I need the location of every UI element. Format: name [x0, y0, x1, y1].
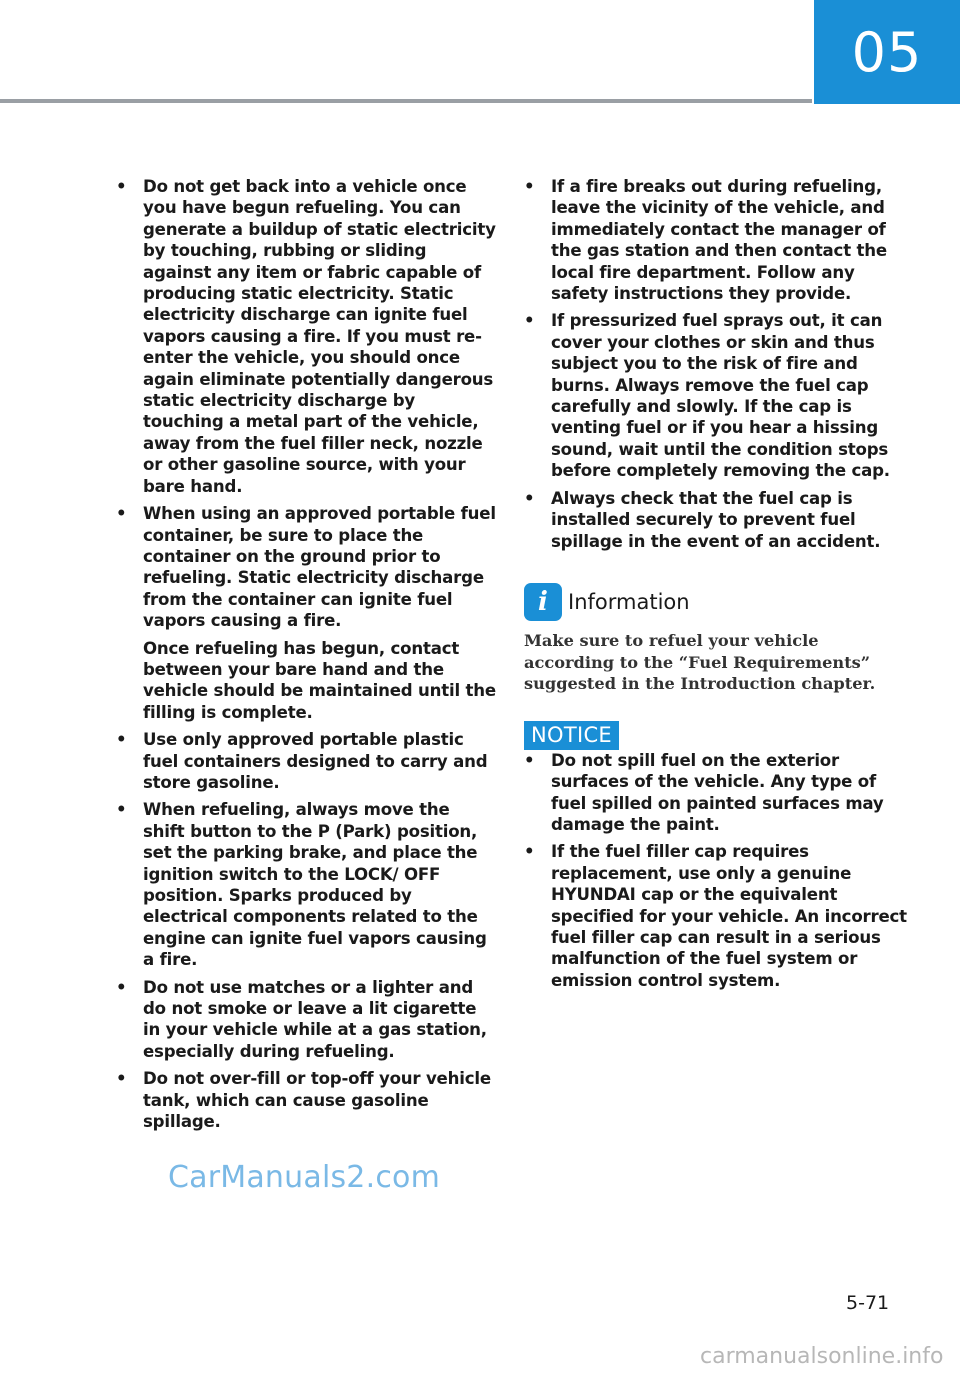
- information-title: Information: [568, 589, 690, 614]
- bullet-glyph: •: [116, 504, 127, 524]
- notice-label: NOTICE: [524, 721, 619, 750]
- list-item: [116, 729, 496, 793]
- warning-list: [116, 176, 496, 1132]
- list-item: [116, 503, 496, 723]
- list-item-text: Do not use matches or a lighter and do not smoke or leave a lit cigarette in your vehicle while at a gas station, especially during refueling.: [143, 977, 487, 1061]
- bullet-glyph: •: [116, 977, 127, 997]
- list-item-text: If the fuel filler cap requires replacement, use only a genuine HYUNDAI cap or the equivalent specified for your vehicle. An incorrect fuel filler cap can result in a serious malfunction of the fuel system or emission control system.: [551, 842, 907, 990]
- list-item-text: Always check that the fuel cap is installed securely to prevent fuel spillage in the event of an accident.: [551, 488, 881, 551]
- list-item: [116, 977, 496, 1063]
- bullet-glyph: •: [524, 842, 535, 862]
- information-body: Make sure to refuel your vehicle according to the “Fuel Requirements” suggested in the Introduction chapter.: [524, 630, 876, 694]
- bullet-glyph: •: [524, 311, 535, 331]
- right-column: [524, 176, 914, 997]
- list-item-text: Once refueling has begun, contact between your bare hand and the vehicle should be maintained until the filling is complete.: [143, 638, 496, 722]
- list-item-text: Use only approved portable plastic fuel containers designed to carry and store gasoline.: [143, 730, 488, 792]
- list-item-text: Do not get back into a vehicle once you have begun refueling. You can generate a buildup of static electricity by touching, rubbing or sliding against any item or fabric capable of producing static electricity. Static electricity discharge can ignite fuel vapors causing a fire. If you must re-enter the vehicle, you should once again eliminate potentially dangerous static electricity discharge by touching a metal part of the vehicle, away from the fuel filler neck, nozzle or other gasoline source, with your bare hand.: [143, 177, 496, 496]
- bullet-glyph: •: [116, 177, 127, 196]
- list-item: [524, 488, 914, 552]
- list-item: [116, 799, 496, 970]
- list-item-text: If pressurized fuel sprays out, it can cover your clothes or skin and thus subject you to the risk of fire and burns. Always remove the fuel cap carefully and slowly. If the cap is venting fuel or if you hear a hissing sound, wait until the condition stops before completely removing the cap.: [551, 311, 890, 481]
- warning-list-continued: [524, 176, 914, 552]
- list-item-text: If a fire breaks out during refueling, leave the vicinity of the vehicle, and immediately contact the manager of the gas station and then contact the local fire department. Follow any safety instructions they provide.: [551, 177, 887, 304]
- notice-list: [524, 750, 914, 991]
- chapter-tab: 05: [814, 0, 960, 104]
- list-item: [524, 841, 914, 991]
- bullet-glyph: •: [524, 750, 535, 770]
- information-heading: [524, 582, 914, 622]
- bullet-glyph: •: [524, 177, 535, 196]
- list-item: [116, 1068, 496, 1132]
- footer-site-link[interactable]: carmanualsonline.info: [700, 1344, 944, 1369]
- bullet-glyph: •: [116, 1069, 127, 1089]
- list-item: [116, 176, 496, 497]
- left-column: [116, 176, 496, 1138]
- bullet-glyph: •: [116, 730, 127, 750]
- information-icon: i: [524, 583, 562, 621]
- page-number: 5-71: [846, 1292, 890, 1314]
- bullet-glyph: •: [524, 488, 535, 508]
- header-rule: [0, 99, 812, 103]
- list-item-text: Do not over-fill or top-off your vehicle tank, which can cause gasoline spillage.: [143, 1069, 491, 1132]
- list-item-text: When using an approved portable fuel container, be sure to place the container on the ground prior to refueling. Static electricity discharge from the container can ignite fuel vapors causing a fire.: [143, 504, 496, 631]
- list-item-text: When refueling, always move the shift button to the P (Park) position, set the parking brake, and place the ignition switch to the LOCK/ OFF position. Sparks produced by electrical components related to the engine can ignite fuel vapors causing a fire.: [143, 800, 487, 970]
- list-item: [524, 750, 914, 836]
- list-item: [524, 176, 914, 304]
- bullet-glyph: •: [116, 800, 127, 820]
- watermark: CarManuals2.com: [168, 1160, 441, 1195]
- list-item: [524, 310, 914, 481]
- list-item-text: Do not spill fuel on the exterior surfaces of the vehicle. Any type of fuel spilled on painted surfaces may damage the paint.: [551, 750, 884, 834]
